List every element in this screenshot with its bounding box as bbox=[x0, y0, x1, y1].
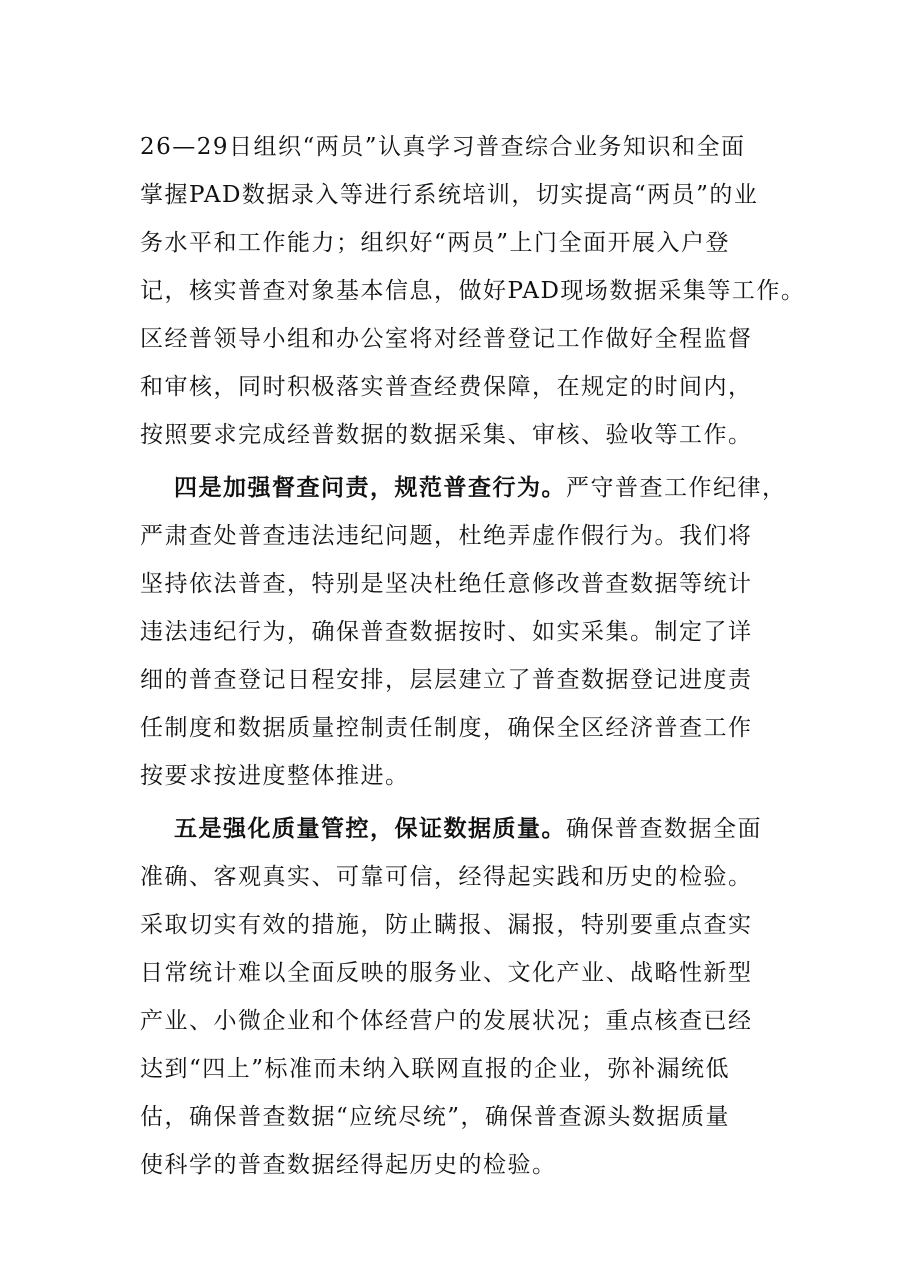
paragraph-quality bbox=[140, 805, 790, 1189]
text-line: 严肃查处普查违法违纪问题，杜绝弄虚作假行为。我们将 bbox=[140, 523, 753, 549]
text-line: 26—29日组织“两员”认真学习普查综合业务知识和全面 bbox=[140, 134, 746, 160]
text-line: 达到“四上”标准而未纳入联网直报的企业，弥补漏统低 bbox=[140, 1056, 731, 1082]
paragraph-training bbox=[140, 123, 806, 459]
text-line: 按要求按进度整体推进。 bbox=[140, 763, 410, 789]
text-line: 估，确保普查数据“应统尽统”，确保普查源头数据质量 bbox=[140, 1104, 731, 1130]
text-line: 日常统计难以全面反映的服务业、文化产业、战略性新型 bbox=[140, 960, 753, 986]
text-line: 产业、小微企业和个体经营户的发展状况；重点核查已经 bbox=[140, 1008, 753, 1034]
text-span: 确保普查数据全面 bbox=[566, 816, 762, 842]
text-span: 严守普查工作纪律， bbox=[566, 475, 787, 501]
paragraph-supervision bbox=[140, 464, 790, 800]
text-line: 准确、客观真实、可靠可信，经得起实践和历史的检验。 bbox=[140, 864, 753, 890]
text-line: 按照要求完成经普数据的数据采集、审核、验收等工作。 bbox=[140, 422, 753, 448]
text-line: 违法违纪行为，确保普查数据按时、如实采集。制定了详 bbox=[140, 619, 753, 645]
paragraph-heading: 四是加强督查问责，规范普查行为。 bbox=[174, 474, 566, 501]
text-line: 区经普领导小组和办公室将对经普登记工作做好全程监督 bbox=[140, 326, 753, 352]
text-line: 务水平和工作能力；组织好“两员”上门全面开展入户登 bbox=[140, 230, 731, 256]
paragraph-first-line bbox=[140, 805, 790, 853]
document-body bbox=[140, 123, 806, 1189]
text-line: 细的普查登记日程安排，层层建立了普查数据登记进度责 bbox=[140, 667, 753, 693]
text-line: 采取切实有效的措施，防止瞒报、漏报，特别要重点查实 bbox=[140, 912, 753, 938]
text-line: 任制度和数据质量控制责任制度，确保全区经济普查工作 bbox=[140, 715, 753, 741]
text-line: 记，核实普查对象基本信息，做好PAD现场数据采集等工作。 bbox=[140, 278, 806, 304]
text-line: 坚持依法普查，特别是坚决杜绝任意修改普查数据等统计 bbox=[140, 571, 753, 597]
text-line: 使科学的普查数据经得起历史的检验。 bbox=[140, 1152, 557, 1178]
paragraph-first-line bbox=[140, 464, 790, 512]
text-line: 掌握PAD数据录入等进行系统培训，切实提高“两员”的业 bbox=[140, 182, 759, 208]
text-line: 和审核，同时积极落实普查经费保障，在规定的时间内， bbox=[140, 374, 753, 400]
paragraph-heading: 五是强化质量管控，保证数据质量。 bbox=[174, 815, 566, 842]
